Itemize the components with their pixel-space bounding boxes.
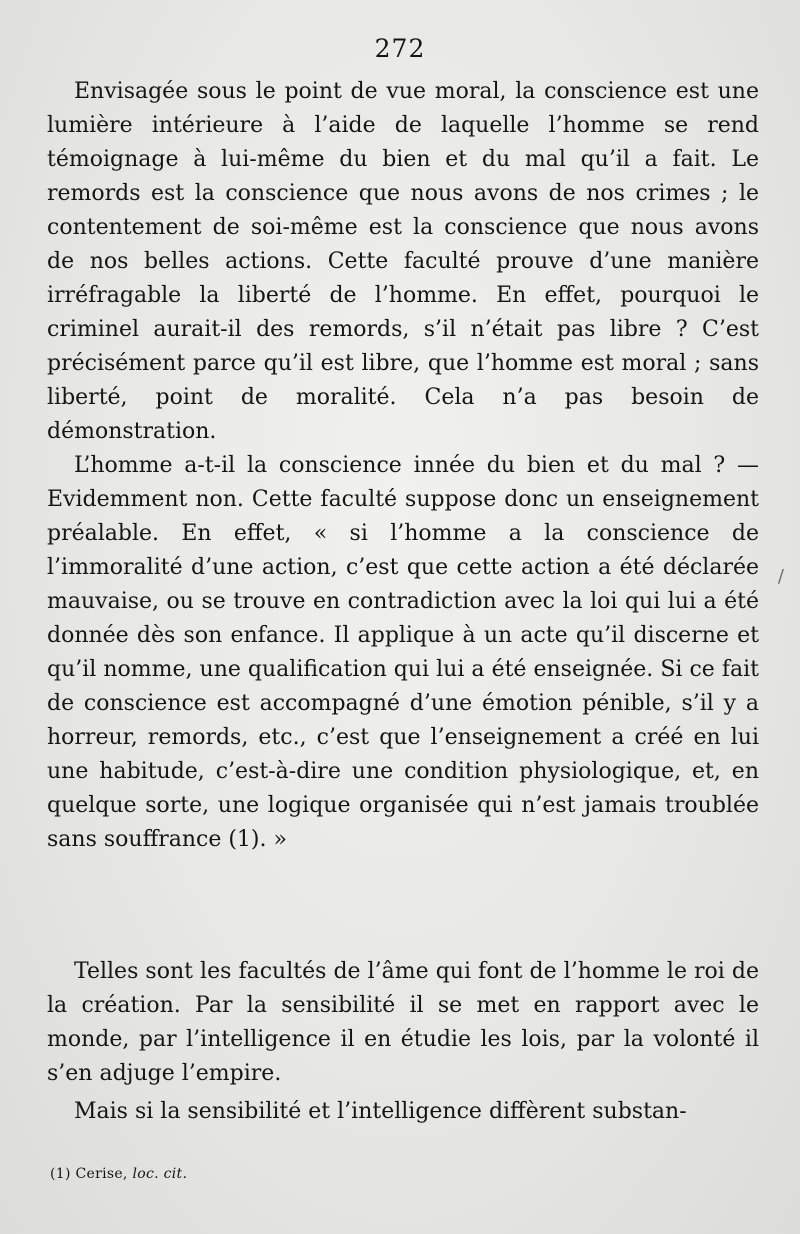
footnote — [50, 1166, 187, 1182]
text-block-upper — [47, 75, 759, 857]
paragraph-sensibilite: Mais si la sensibilité et l’intelligence diffèrent substan- — [74, 1099, 687, 1124]
page-number: 272 — [374, 34, 426, 63]
footnote-citation: loc. cit. — [132, 1166, 188, 1182]
margin-mark: / — [777, 566, 784, 587]
paragraph-conscience-moral: Envisagée sous le point de vue moral, la conscience est une lumière intérieure à l’aide de laquelle l’homme se rend témoignage à lui-même du bien et du mal qu’il a fait. Le remords est la conscience que nous avons de nos crimes ; le contentement de soi-même est la conscience que nous avons de nos belles actions. Cette faculté prouve d’une manière irréfragable la liberté de l’homme. En effet, pourquoi le criminel aurait-il des remords, s’il n’était pas libre ? C’est précisément parce qu’il est libre, que l’homme est moral ; sans liberté, point de moralité. Cela n’a pas besoin de démonstration. — [47, 79, 759, 444]
paragraph-conscience-innee: L’homme a-t-il la conscience innée du bien et du mal ? —Evidemment non. Cette faculté suppose donc un enseignement préalable. En effet, « si l’homme a la conscience de l’immoralité d’une action, c’est que cette action a été déclarée mauvaise, ou se trouve en contradiction avec la loi qui lui a été donnée dès son enfance. Il applique à un acte qu’il discerne et qu’il nomme, une qualification qui lui a été enseignée. Si ce fait de conscience est accompagné d’une émotion pénible, s’il y a horreur, remords, etc., c’est que l’enseignement a créé en lui une habitude, c’est-à-dire une condition physiologique, et, en quelque sorte, une logique organisée qui n’est jamais troublée sans souffrance (1). » — [47, 453, 759, 852]
footnote-author: Cerise, — [75, 1166, 128, 1182]
paragraph-facultes-ame: Telles sont les facultés de l’âme qui font de l’homme le roi de la création. Par la sensibilité il se met en rapport avec le monde, par l’intelligence il en étudie les lois, par la volonté il s’en adjuge l’empire. — [47, 959, 759, 1086]
text-block-lower — [47, 955, 759, 1129]
footnote-marker: (1) — [50, 1166, 71, 1182]
